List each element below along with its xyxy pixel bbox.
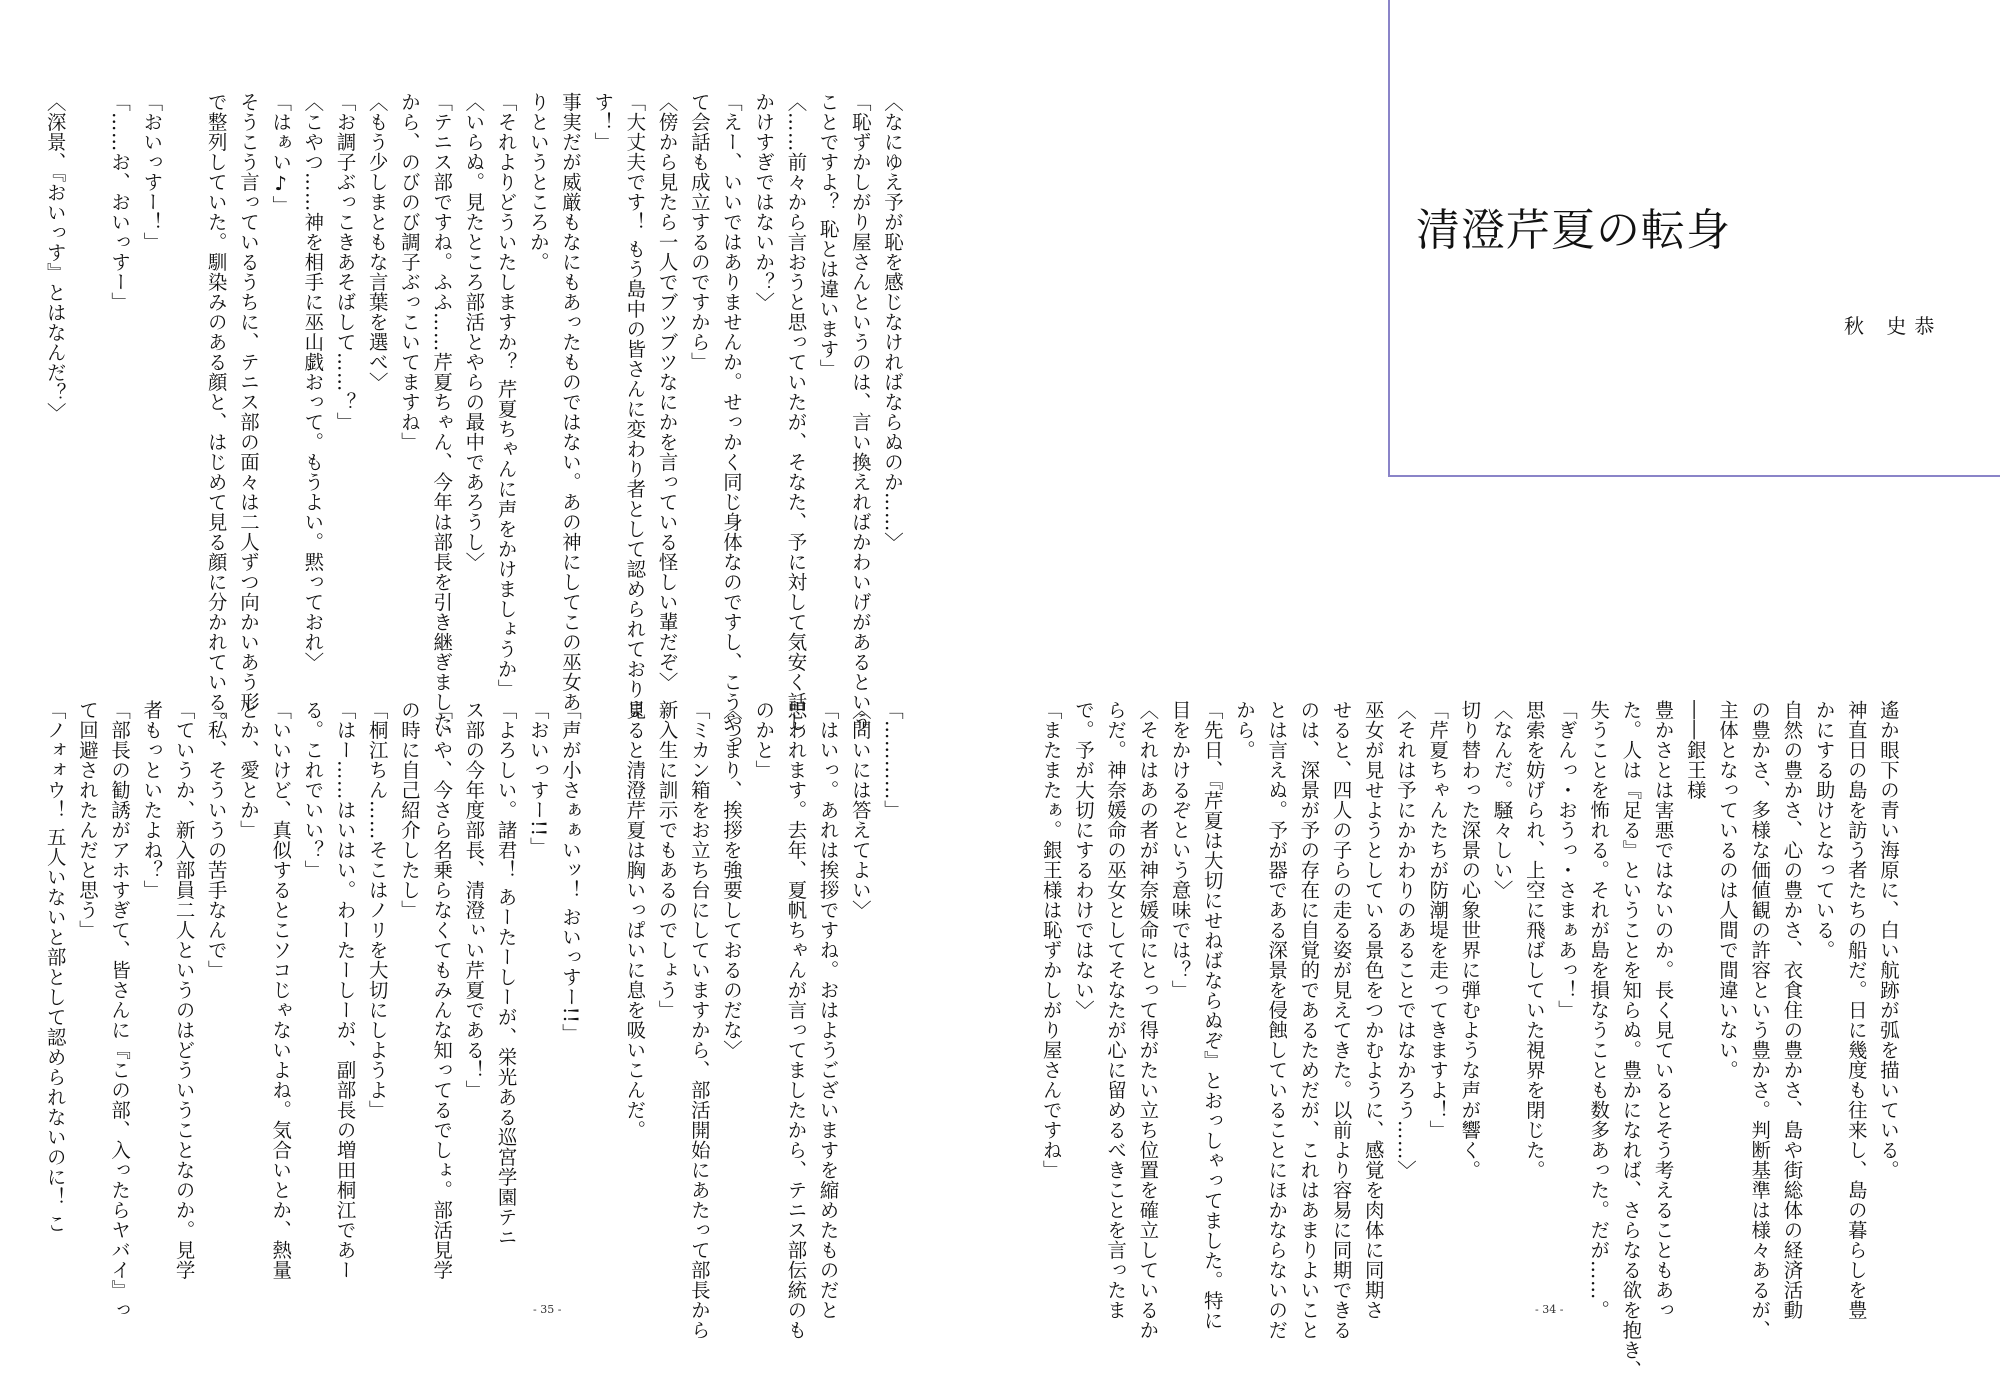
text-line: 「それよりどういたしますか？ 芹夏ちゃんに声をかけましょうか」 bbox=[494, 92, 518, 699]
text-line: 「芹夏ちゃんたちが防潮堤を走ってきますよ！」 bbox=[1426, 700, 1450, 1140]
text-line: 〈……前々から言おうと思っていたが、そなた、予に対して気安く話し bbox=[784, 92, 808, 732]
text-line: 「またまたぁ。銀王様は恥ずかしがり屋さんですね」 bbox=[1039, 700, 1063, 1180]
text-line bbox=[167, 92, 199, 652]
text-line: かけすぎではないか？〉 bbox=[752, 92, 776, 312]
text-line: た。人は『足る』ということを知らぬ。豊かになれば、さらなる欲を抱き、 bbox=[1619, 700, 1643, 1380]
text-line: 〈こやつ……神を相手に巫山戯おって。もうよい。黙っておれ〉 bbox=[301, 92, 325, 672]
text-line: りというところか。 bbox=[526, 92, 550, 272]
text-line: 「ぎんっ・おうっ・さまぁあっ！」 bbox=[1554, 700, 1578, 1020]
text-line: 〈なにゆえ予が恥を感じなければならぬのか……〉 bbox=[881, 92, 904, 552]
text-line: のは、深景が予の存在に自覚的であるためだが、これはあまりよいこと bbox=[1297, 700, 1321, 1340]
text-line: ことですよ？ 恥とは違います」 bbox=[816, 92, 840, 379]
text-line: 「大丈夫です！ もう島中の皆さんに変わり者として認められておりま bbox=[623, 92, 647, 719]
text-line: 「部長の勧誘がアホすぎて、皆さんに『この部、入ったらヤバイ』っ bbox=[108, 700, 132, 1320]
text-line bbox=[71, 92, 103, 652]
text-line: 〈いらぬ。見たところ部活とやらの最中であろうし〉 bbox=[462, 92, 486, 572]
text-line: 〈傍から見たら一人でブツブツなにかを言っている怪しい輩だぞ〉 bbox=[655, 92, 679, 692]
text-line: 「はぁい♪」 bbox=[269, 92, 293, 216]
text-line: 「おいっすー!!」 bbox=[526, 700, 550, 857]
text-line: ス部の今年度部長、清澄ぃい芹夏である！」 bbox=[462, 700, 486, 1100]
text-line: 失うことを怖れる。それが島を損なうことも数多あった。だが……。 bbox=[1587, 700, 1611, 1320]
text-line: 〈それは予にかかわりのあることではなかろう……〉 bbox=[1393, 700, 1417, 1180]
text-line: から。 bbox=[1232, 700, 1256, 760]
text-line: 「ミカン箱をお立ち台にしていますから、部活開始にあたって部長から bbox=[687, 700, 711, 1340]
text-line: のかと」 bbox=[752, 700, 776, 780]
text-line: 切り替わった深景の心象世界に弾むような声が響く。 bbox=[1458, 700, 1482, 1180]
text-line: 「私、そういうの苦手なんで」 bbox=[204, 700, 228, 980]
page-number-left: - 35 - bbox=[533, 1303, 562, 1316]
text-line: で整列していた。馴染みのある顔と、はじめて見る顔に分かれている。 bbox=[204, 92, 228, 732]
text-line: 思われます。去年、夏帆ちゃんが言ってましたから、テニス部伝統のも bbox=[784, 700, 808, 1340]
author-name: 秋 史恭 bbox=[1844, 314, 1943, 338]
text-line: そうこう言っているうちに、テニス部の面々は二人ずつ向かいあう形 bbox=[236, 92, 260, 712]
text-line: 「…………」 bbox=[881, 700, 904, 820]
text-line: 豊かさとは害悪ではないのか。長く見ているとそう考えることもあっ bbox=[1651, 700, 1675, 1320]
text-line: 目をかけるぞという意味では？」 bbox=[1168, 700, 1192, 1000]
text-line: 「ノォォウ！ 五人いないと部として認められないのに！ こ bbox=[43, 700, 67, 1234]
text-line: て回避されたんだと思う」 bbox=[75, 700, 99, 940]
text-line: 〈つまり、挨拶を強要しておるのだな〉 bbox=[719, 700, 743, 1060]
text-line: 「桐江ちん……そこはノリを大切にしようよ」 bbox=[365, 700, 389, 1120]
text-line: 「声が小さぁぁいッ！ おいっすー!!」 bbox=[558, 700, 582, 1044]
text-line: 「えー、いいではありませんか。せっかく同じ身体なのですし、こうやっ bbox=[719, 92, 743, 752]
story-title: 清澄芹夏の転身 bbox=[1416, 205, 1731, 256]
text-line: らだ。神奈媛命の巫女としてそなたが心に留めるべきことを言ったま bbox=[1104, 700, 1128, 1320]
text-line: せると、四人の子らの走る姿が見えてきた。以前より容易に同期できる bbox=[1329, 700, 1353, 1340]
text-line: 〈もう少しまともな言葉を選べ〉 bbox=[365, 92, 389, 392]
text-line: る。これでいい？」 bbox=[301, 700, 325, 880]
text-line: 「いいけど、真似するとこソコじゃないよね。気合いとか、熱量 bbox=[269, 700, 293, 1280]
text-line: 思索を妨げられ、上空に飛ばしていた視界を閉じた。 bbox=[1522, 700, 1546, 1180]
text-line: 見ると清澄芹夏は胸いっぱいに息を吸いこんだ。 bbox=[623, 700, 647, 1140]
text-line: て会話も成立するのですから」 bbox=[687, 92, 711, 372]
text-line: で。予が大切にするわけではない〉 bbox=[1071, 700, 1095, 1020]
text-line: とか、愛とか」 bbox=[236, 700, 260, 840]
text-line: 「恥ずかしがり屋さんというのは、言い換えればかわいげがあるという bbox=[848, 92, 872, 732]
text-line: 主体となっているのは人間で間違いない。 bbox=[1715, 700, 1739, 1080]
text-line: 「はー……はいはい。わーたーしーが、副部長の増田桐江であー bbox=[333, 700, 357, 1280]
text-line: 「お調子ぶっこきあそばして……？」 bbox=[333, 92, 357, 432]
text-line: 遙か眼下の青い海原に、白い航跡が弧を描いている。 bbox=[1877, 700, 1900, 1180]
text-line: の豊かさ、多様な価値観の許容という豊かさ。判断基準は様々あるが、 bbox=[1748, 700, 1772, 1340]
text-line: 「いや、今さら名乗らなくてもみんな知ってるでしょ。部活見学 bbox=[430, 700, 454, 1280]
text-line: 自然の豊かさ、心の豊かさ、衣食住の豊かさ、島や街総体の経済活動 bbox=[1780, 700, 1804, 1320]
text-line bbox=[586, 700, 618, 1260]
text-line: 〈それはあの者が神奈媛命にとって得がたい立ち位置を確立しているか bbox=[1136, 700, 1160, 1340]
text-line: 〈深景、『おいっす』とはなんだ？〉 bbox=[43, 92, 67, 423]
page-number-right: - 34 - bbox=[1535, 1303, 1564, 1316]
text-line: 「先日、『芹夏は大切にせねばならぬぞ』とおっしゃってました。特に bbox=[1200, 700, 1224, 1331]
text-line: かにする助けとなっている。 bbox=[1812, 700, 1836, 960]
text-line: 事実だが威厳もなにもあったものではない。あの神にしてこの巫女あ bbox=[558, 92, 582, 712]
text-line: 〈なんだ。騒々しい〉 bbox=[1490, 700, 1514, 900]
text-line: 「おいっすー！」 bbox=[140, 92, 164, 252]
text-line: す！」 bbox=[591, 92, 615, 152]
text-line: 者もっといたよね？」 bbox=[140, 700, 164, 900]
text-line: ――銀王様 bbox=[1683, 700, 1707, 800]
text-line: 巫女が見せようとしている景色をつかむように、感覚を肉体に同期さ bbox=[1361, 700, 1385, 1320]
text-line: から、のびのび調子ぶっこいてますね」 bbox=[397, 92, 421, 452]
text-line: 新入生に訓示でもあるのでしょう」 bbox=[655, 700, 679, 1020]
text-line: 「テニス部ですね。ふふ……芹夏ちゃん、今年は部長を引き継ぎました bbox=[430, 92, 454, 732]
text-line: 「はいっ。あれは挨拶ですね。おはようございますを縮めたものだと bbox=[816, 700, 840, 1320]
text-line: 〈問いには答えてよい〉 bbox=[848, 700, 872, 920]
text-line: の時に自己紹介したし」 bbox=[397, 700, 421, 920]
text-line: 「ていうか、新入部員二人というのはどういうことなのか。見学 bbox=[172, 700, 196, 1280]
text-line: 神直日の島を訪う者たちの船だ。日に幾度も往来し、島の暮らしを豊 bbox=[1844, 700, 1868, 1320]
text-line: 「よろしい。諸君！ あーたーしーが、栄光ある巡宮学園テニ bbox=[494, 700, 518, 1247]
text-line: 「……お、おいっすー」 bbox=[108, 92, 132, 312]
text-line: とは言えぬ。予が器である深景を侵蝕していることにほかならないのだ bbox=[1265, 700, 1289, 1340]
